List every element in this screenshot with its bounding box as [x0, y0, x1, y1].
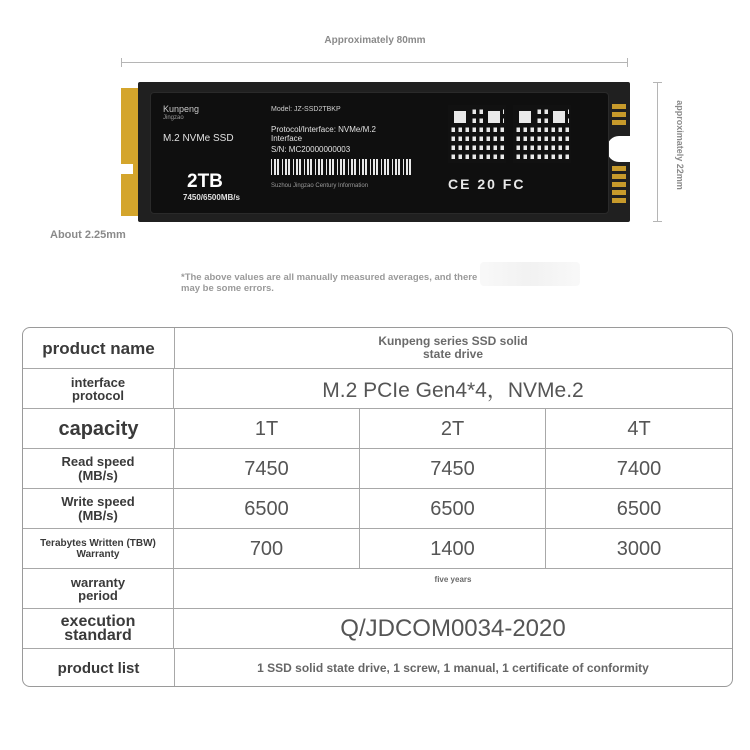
ssd-sticker: [150, 92, 609, 214]
row-write-speed: [23, 488, 732, 529]
certification-marks: CE 20 FC: [448, 176, 526, 192]
length-dimension-label: Approximately 80mm: [324, 35, 426, 46]
screw-notch: [607, 136, 631, 162]
row-tbw: [23, 528, 732, 569]
row-label: capacity: [23, 409, 175, 449]
row-label: Terabytes Written (TBW) Warranty: [23, 529, 174, 569]
row-label: interface protocol: [23, 369, 174, 409]
tbw-cell: 700: [174, 529, 360, 569]
capacity-cell: 4T: [627, 417, 651, 440]
row-interface-protocol: [23, 368, 732, 409]
brand-name: Kunpeng: [163, 104, 200, 114]
length-dimension-line: [121, 62, 628, 63]
screw-pads-bottom: [612, 166, 626, 206]
capacity-cell: 2T: [360, 409, 546, 449]
warranty-value: five years: [434, 575, 472, 584]
ssd-illustration: [121, 82, 630, 222]
product-list-value: 1 SSD solid state drive, 1 screw, 1 manual, 1 certificate of conformity: [257, 661, 649, 675]
product-name-value: Kunpeng series SSD solid state drive: [378, 334, 528, 361]
brand-sub: Jingzao: [163, 115, 184, 121]
screw-pads-top: [612, 104, 626, 126]
row-label: Write speed (MB/s): [23, 489, 174, 529]
row-label: warranty period: [23, 569, 174, 609]
standard-value: Q/JDCOM0034-2020: [340, 615, 566, 642]
spec-table: [22, 327, 733, 687]
qr-code-2: [513, 105, 571, 163]
tbw-cell: 1400: [360, 529, 546, 569]
serial-number: S/N: MC20000000003: [271, 145, 351, 154]
manufacturer-label: Suzhou Jingzao Century Information: [271, 183, 369, 189]
capacity-cell: 1T: [174, 409, 360, 449]
read-speed-cell: 7400: [616, 457, 662, 480]
model-number: Model: JZ-SSD2TBKP: [271, 106, 341, 113]
row-product-list: [23, 648, 732, 687]
interface-value: M.2 PCIe Gen4*4，NVMe.2: [322, 379, 584, 402]
row-label: product name: [23, 328, 175, 368]
interface-label: Protocol/Interface: NVMe/M.2 Interface: [271, 125, 376, 143]
qr-code-1: [448, 105, 506, 163]
measurement-disclaimer: *The above values are all manually measured averages, and there may be some errors.: [181, 272, 478, 294]
read-speed-cell: 7450: [360, 449, 546, 489]
thickness-dimension-label: About 2.25mm: [50, 229, 126, 241]
write-speed-cell: 6500: [360, 489, 546, 529]
brand-logo: [163, 105, 199, 123]
capacity-label: 2TB: [187, 171, 223, 192]
read-speed-cell: 7450: [174, 449, 360, 489]
tbw-cell: 3000: [616, 537, 662, 560]
row-read-speed: [23, 448, 732, 489]
write-speed-cell: 6500: [616, 497, 662, 520]
row-label: Read speed (MB/s): [23, 449, 174, 489]
width-dimension-line: [657, 82, 658, 222]
width-dimension-label: approximately 22mm: [675, 100, 685, 190]
row-warranty: [23, 568, 732, 609]
nvme-label: M.2 NVMe SSD: [163, 133, 234, 144]
row-label: execution standard: [23, 609, 174, 649]
row-execution-standard: [23, 608, 732, 649]
barcode: [271, 159, 411, 175]
row-product-name: [23, 328, 732, 368]
faint-watermark: [480, 262, 580, 286]
row-capacity: [23, 408, 732, 449]
row-label: product list: [23, 649, 175, 687]
write-speed-cell: 6500: [174, 489, 360, 529]
speed-label: 7450/6500MB/s: [183, 193, 240, 202]
